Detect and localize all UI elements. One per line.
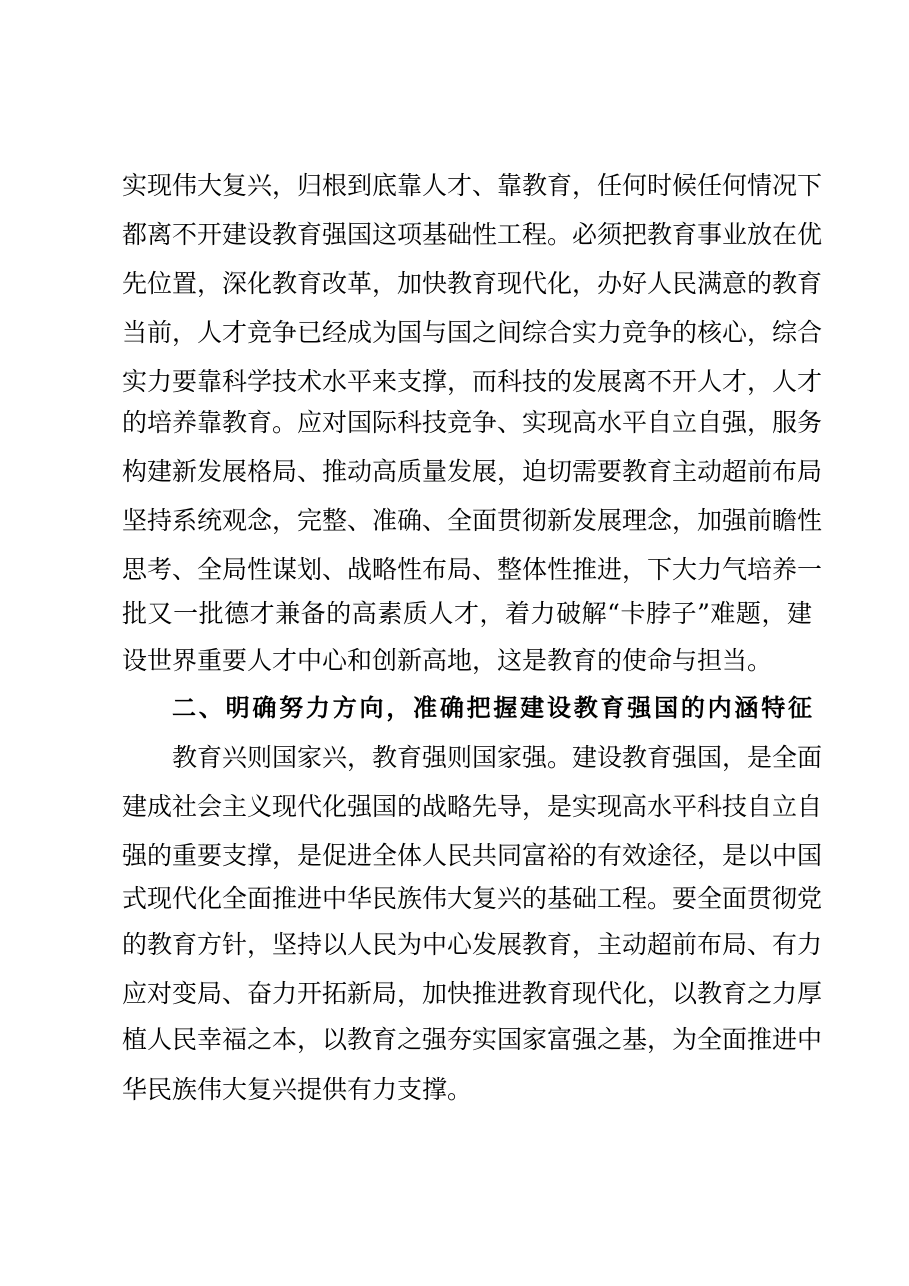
paragraph-line: 当前，人才竞争已经成为国与国之间综合实力竞争的核心，综合 — [122, 318, 823, 347]
paragraph-line: 的教育方针，坚持以人民为中心发展教育，主动超前布局、有力 — [122, 930, 823, 959]
paragraph-line: 强的重要支撑，是促进全体人民共同富裕的有效途径，是以中国 — [122, 841, 823, 870]
paragraph-line: 教育兴则国家兴，教育强则国家强。建设教育强国，是全面 — [172, 743, 823, 772]
paragraph-line: 建成社会主义现代化强国的战略先导，是实现高水平科技自立自 — [122, 792, 823, 821]
paragraph-line: 华民族伟大复兴提供有力支撑。 — [122, 1075, 473, 1104]
paragraph-line: 先位置，深化教育改革，加快教育现代化，办好人民满意的教育 — [122, 269, 823, 298]
paragraph-line: 构建新发展格局、推动高质量发展，迫切需要教育主动超前布局 — [122, 457, 823, 486]
paragraph-line: 植人民幸福之本，以教育之强夯实国家富强之基，为全面推进中 — [122, 1025, 823, 1054]
paragraph-line: 批又一批德才兼备的高素质人才，着力破解“卡脖子”难题，建 — [122, 599, 812, 628]
paragraph-line: 式现代化全面推进中华民族伟大复兴的基础工程。要全面贯彻党 — [122, 884, 823, 913]
section-heading: 二、明确努力方向，准确把握建设教育强国的内涵特征 — [172, 694, 812, 722]
paragraph-line: 的培养靠教育。应对国际科技竞争、实现高水平自立自强，服务 — [122, 408, 823, 437]
paragraph-line: 设世界重要人才中心和创新高地，这是教育的使命与担当。 — [122, 646, 773, 675]
paragraph-line: 实力要靠科学技术水平来支撑，而科技的发展离不开人才，人才 — [122, 367, 823, 396]
paragraph-line: 都离不开建设教育强国这项基础性工程。必须把教育事业放在优 — [122, 220, 823, 249]
paragraph-line: 实现伟大复兴，归根到底靠人才、靠教育，任何时候任何情况下 — [122, 171, 823, 200]
paragraph-line: 坚持系统观念，完整、准确、全面贯彻新发展理念，加强前瞻性 — [122, 506, 823, 535]
paragraph-line: 思考、全局性谋划、战略性布局、整体性推进，下大力气培养一 — [122, 555, 823, 584]
paragraph-line: 应对变局、奋力开拓新局，加快推进教育现代化，以教育之力厚 — [122, 979, 823, 1008]
